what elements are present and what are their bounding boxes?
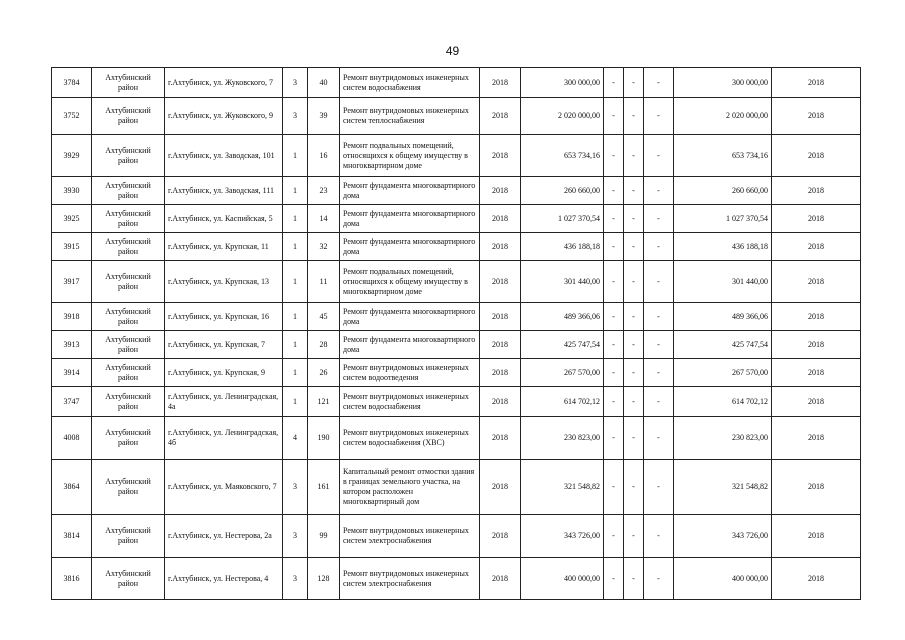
district-cell: Ахтубинский район [92, 261, 165, 303]
dash-cell: - [604, 460, 624, 515]
row-id: 4008 [52, 417, 92, 460]
address-cell: г.Ахтубинск, ул. Нестерова, 2а [165, 515, 283, 558]
dash-cell: - [604, 205, 624, 233]
year-cell: 2018 [480, 303, 521, 331]
apartment-count-cell: 14 [308, 205, 340, 233]
entrance-count-cell: 1 [283, 135, 308, 177]
address-cell: г.Ахтубинск, ул. Ленинградская, 4а [165, 387, 283, 417]
total-cost-cell: 425 747,54 [521, 331, 604, 359]
district-cell: Ахтубинский район [92, 135, 165, 177]
year-cell: 2018 [480, 135, 521, 177]
table-row [52, 261, 861, 303]
address-cell: г.Ахтубинск, ул. Заводская, 111 [165, 177, 283, 205]
work-type-cell: Ремонт фундамента многоквартирного дома [340, 205, 480, 233]
address-cell: г.Ахтубинск, ул. Крупская, 16 [165, 303, 283, 331]
total-cost-cell: 301 440,00 [521, 261, 604, 303]
table-row [52, 177, 861, 205]
dash-cell: - [624, 177, 644, 205]
total-cost-cell: 267 570,00 [521, 359, 604, 387]
completion-year-cell: 2018 [772, 205, 861, 233]
apartment-count-cell: 11 [308, 261, 340, 303]
dash-cell: - [624, 460, 644, 515]
total-cost-cell: 343 726,00 [521, 515, 604, 558]
year-cell: 2018 [480, 205, 521, 233]
dash-cell: - [604, 233, 624, 261]
dash-cell: - [624, 515, 644, 558]
fund-amount-cell: 400 000,00 [674, 558, 772, 600]
total-cost-cell: 300 000,00 [521, 68, 604, 98]
dash-cell: - [624, 261, 644, 303]
total-cost-cell: 321 548,82 [521, 460, 604, 515]
apartment-count-cell: 32 [308, 233, 340, 261]
entrance-count-cell: 1 [283, 205, 308, 233]
completion-year-cell: 2018 [772, 417, 861, 460]
work-type-cell: Ремонт внутридомовых инженерных систем электроснабжения [340, 515, 480, 558]
apartment-count-cell: 28 [308, 331, 340, 359]
dash-cell: - [624, 205, 644, 233]
table-row [52, 98, 861, 135]
apartment-count-cell: 26 [308, 359, 340, 387]
dash-cell: - [624, 331, 644, 359]
year-cell: 2018 [480, 331, 521, 359]
completion-year-cell: 2018 [772, 515, 861, 558]
year-cell: 2018 [480, 460, 521, 515]
table-row [52, 387, 861, 417]
apartment-count-cell: 99 [308, 515, 340, 558]
district-cell: Ахтубинский район [92, 205, 165, 233]
year-cell: 2018 [480, 261, 521, 303]
dash-cell: - [644, 68, 674, 98]
entrance-count-cell: 1 [283, 233, 308, 261]
row-id: 3913 [52, 331, 92, 359]
total-cost-cell: 260 660,00 [521, 177, 604, 205]
row-id: 3914 [52, 359, 92, 387]
year-cell: 2018 [480, 68, 521, 98]
year-cell: 2018 [480, 359, 521, 387]
entrance-count-cell: 3 [283, 460, 308, 515]
address-cell: г.Ахтубинск, ул. Каспийская, 5 [165, 205, 283, 233]
dash-cell: - [604, 417, 624, 460]
dash-cell: - [604, 331, 624, 359]
entrance-count-cell: 1 [283, 303, 308, 331]
district-cell: Ахтубинский район [92, 233, 165, 261]
district-cell: Ахтубинский район [92, 417, 165, 460]
dash-cell: - [644, 233, 674, 261]
entrance-count-cell: 3 [283, 515, 308, 558]
district-cell: Ахтубинский район [92, 98, 165, 135]
table-row [52, 417, 861, 460]
row-id: 3816 [52, 558, 92, 600]
fund-amount-cell: 653 734,16 [674, 135, 772, 177]
year-cell: 2018 [480, 515, 521, 558]
fund-amount-cell: 343 726,00 [674, 515, 772, 558]
completion-year-cell: 2018 [772, 387, 861, 417]
dash-cell: - [624, 417, 644, 460]
table-row [52, 558, 861, 600]
total-cost-cell: 653 734,16 [521, 135, 604, 177]
address-cell: г.Ахтубинск, ул. Нестерова, 4 [165, 558, 283, 600]
row-id: 3915 [52, 233, 92, 261]
page-number: 49 [445, 44, 460, 58]
dash-cell: - [624, 558, 644, 600]
dash-cell: - [644, 331, 674, 359]
district-cell: Ахтубинский район [92, 359, 165, 387]
address-cell: г.Ахтубинск, ул. Крупская, 13 [165, 261, 283, 303]
year-cell: 2018 [480, 98, 521, 135]
total-cost-cell: 230 823,00 [521, 417, 604, 460]
apartment-count-cell: 161 [308, 460, 340, 515]
work-type-cell: Ремонт фундамента многоквартирного дома [340, 177, 480, 205]
district-cell: Ахтубинский район [92, 387, 165, 417]
row-id: 3917 [52, 261, 92, 303]
dash-cell: - [604, 177, 624, 205]
fund-amount-cell: 300 000,00 [674, 68, 772, 98]
dash-cell: - [644, 558, 674, 600]
apartment-count-cell: 45 [308, 303, 340, 331]
apartment-count-cell: 39 [308, 98, 340, 135]
completion-year-cell: 2018 [772, 303, 861, 331]
year-cell: 2018 [480, 233, 521, 261]
apartment-count-cell: 23 [308, 177, 340, 205]
fund-amount-cell: 425 747,54 [674, 331, 772, 359]
completion-year-cell: 2018 [772, 331, 861, 359]
work-type-cell: Ремонт фундамента многоквартирного дома [340, 331, 480, 359]
address-cell: г.Ахтубинск, ул. Жуковского, 9 [165, 98, 283, 135]
dash-cell: - [644, 135, 674, 177]
dash-cell: - [604, 359, 624, 387]
dash-cell: - [644, 177, 674, 205]
fund-amount-cell: 321 548,82 [674, 460, 772, 515]
dash-cell: - [604, 261, 624, 303]
row-id: 3925 [52, 205, 92, 233]
address-cell: г.Ахтубинск, ул. Крупская, 11 [165, 233, 283, 261]
entrance-count-cell: 1 [283, 387, 308, 417]
address-cell: г.Ахтубинск, ул. Крупская, 7 [165, 331, 283, 359]
work-type-cell: Ремонт внутридомовых инженерных систем водоснабжения [340, 387, 480, 417]
total-cost-cell: 614 702,12 [521, 387, 604, 417]
district-cell: Ахтубинский район [92, 68, 165, 98]
completion-year-cell: 2018 [772, 68, 861, 98]
entrance-count-cell: 3 [283, 98, 308, 135]
work-type-cell: Ремонт внутридомовых инженерных систем водоснабжения [340, 68, 480, 98]
fund-amount-cell: 230 823,00 [674, 417, 772, 460]
district-cell: Ахтубинский район [92, 331, 165, 359]
work-type-cell: Ремонт внутридомовых инженерных систем теплоснабжения [340, 98, 480, 135]
completion-year-cell: 2018 [772, 359, 861, 387]
fund-amount-cell: 489 366,06 [674, 303, 772, 331]
completion-year-cell: 2018 [772, 558, 861, 600]
fund-amount-cell: 267 570,00 [674, 359, 772, 387]
entrance-count-cell: 3 [283, 68, 308, 98]
work-type-cell: Ремонт внутридомовых инженерных систем водоотведения [340, 359, 480, 387]
apartment-count-cell: 16 [308, 135, 340, 177]
total-cost-cell: 1 027 370,54 [521, 205, 604, 233]
entrance-count-cell: 1 [283, 177, 308, 205]
work-type-cell: Капитальный ремонт отмостки здания в границах земельного участка, на котором расположен многоквартирный дом [340, 460, 480, 515]
completion-year-cell: 2018 [772, 261, 861, 303]
fund-amount-cell: 2 020 000,00 [674, 98, 772, 135]
work-type-cell: Ремонт внутридомовых инженерных систем водоснабжения (ХВС) [340, 417, 480, 460]
dash-cell: - [624, 359, 644, 387]
repair-register-table [51, 67, 861, 600]
table-row [52, 233, 861, 261]
dash-cell: - [624, 135, 644, 177]
address-cell: г.Ахтубинск, ул. Маяковского, 7 [165, 460, 283, 515]
fund-amount-cell: 260 660,00 [674, 177, 772, 205]
completion-year-cell: 2018 [772, 460, 861, 515]
address-cell: г.Ахтубинск, ул. Ленинградская, 4б [165, 417, 283, 460]
fund-amount-cell: 301 440,00 [674, 261, 772, 303]
entrance-count-cell: 1 [283, 261, 308, 303]
apartment-count-cell: 121 [308, 387, 340, 417]
entrance-count-cell: 1 [283, 331, 308, 359]
fund-amount-cell: 614 702,12 [674, 387, 772, 417]
dash-cell: - [604, 558, 624, 600]
row-id: 3864 [52, 460, 92, 515]
dash-cell: - [644, 205, 674, 233]
dash-cell: - [604, 98, 624, 135]
work-type-cell: Ремонт фундамента многоквартирного дома [340, 303, 480, 331]
table-row [52, 135, 861, 177]
total-cost-cell: 436 188,18 [521, 233, 604, 261]
district-cell: Ахтубинский район [92, 177, 165, 205]
dash-cell: - [604, 515, 624, 558]
dash-cell: - [644, 460, 674, 515]
table-row [52, 460, 861, 515]
dash-cell: - [624, 303, 644, 331]
work-type-cell: Ремонт подвальных помещений, относящихся к общему имуществу в многоквартирном доме [340, 135, 480, 177]
dash-cell: - [604, 68, 624, 98]
dash-cell: - [644, 515, 674, 558]
year-cell: 2018 [480, 417, 521, 460]
row-id: 3752 [52, 98, 92, 135]
apartment-count-cell: 190 [308, 417, 340, 460]
row-id: 3747 [52, 387, 92, 417]
row-id: 3784 [52, 68, 92, 98]
entrance-count-cell: 3 [283, 558, 308, 600]
dash-cell: - [604, 303, 624, 331]
address-cell: г.Ахтубинск, ул. Заводская, 101 [165, 135, 283, 177]
dash-cell: - [624, 98, 644, 135]
table-body [52, 68, 861, 600]
apartment-count-cell: 128 [308, 558, 340, 600]
row-id: 3918 [52, 303, 92, 331]
row-id: 3814 [52, 515, 92, 558]
completion-year-cell: 2018 [772, 98, 861, 135]
table-row [52, 68, 861, 98]
dash-cell: - [644, 359, 674, 387]
completion-year-cell: 2018 [772, 177, 861, 205]
fund-amount-cell: 436 188,18 [674, 233, 772, 261]
dash-cell: - [604, 135, 624, 177]
dash-cell: - [624, 387, 644, 417]
total-cost-cell: 2 020 000,00 [521, 98, 604, 135]
total-cost-cell: 489 366,06 [521, 303, 604, 331]
work-type-cell: Ремонт подвальных помещений, относящихся к общему имуществу в многоквартирном доме [340, 261, 480, 303]
dash-cell: - [644, 98, 674, 135]
year-cell: 2018 [480, 558, 521, 600]
completion-year-cell: 2018 [772, 135, 861, 177]
table-row [52, 515, 861, 558]
year-cell: 2018 [480, 387, 521, 417]
apartment-count-cell: 40 [308, 68, 340, 98]
table-row [52, 205, 861, 233]
row-id: 3930 [52, 177, 92, 205]
district-cell: Ахтубинский район [92, 303, 165, 331]
dash-cell: - [644, 303, 674, 331]
address-cell: г.Ахтубинск, ул. Крупская, 9 [165, 359, 283, 387]
dash-cell: - [604, 387, 624, 417]
address-cell: г.Ахтубинск, ул. Жуковского, 7 [165, 68, 283, 98]
work-type-cell: Ремонт внутридомовых инженерных систем электроснабжения [340, 558, 480, 600]
completion-year-cell: 2018 [772, 233, 861, 261]
district-cell: Ахтубинский район [92, 460, 165, 515]
table-row [52, 303, 861, 331]
dash-cell: - [624, 68, 644, 98]
fund-amount-cell: 1 027 370,54 [674, 205, 772, 233]
table-row [52, 331, 861, 359]
work-type-cell: Ремонт фундамента многоквартирного дома [340, 233, 480, 261]
dash-cell: - [644, 261, 674, 303]
dash-cell: - [624, 233, 644, 261]
total-cost-cell: 400 000,00 [521, 558, 604, 600]
entrance-count-cell: 1 [283, 359, 308, 387]
table-row [52, 359, 861, 387]
entrance-count-cell: 4 [283, 417, 308, 460]
district-cell: Ахтубинский район [92, 515, 165, 558]
year-cell: 2018 [480, 177, 521, 205]
dash-cell: - [644, 417, 674, 460]
dash-cell: - [644, 387, 674, 417]
row-id: 3929 [52, 135, 92, 177]
district-cell: Ахтубинский район [92, 558, 165, 600]
